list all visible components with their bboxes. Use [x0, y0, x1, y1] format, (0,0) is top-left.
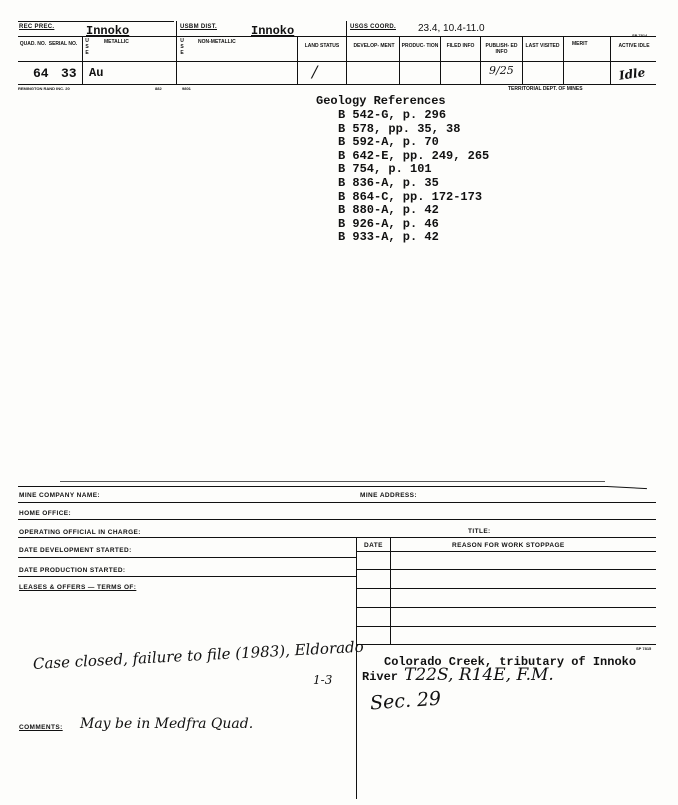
header-grid-top: [18, 36, 656, 37]
form-rule: [18, 537, 656, 538]
comments-label: COMMENTS:: [19, 724, 63, 731]
dept-label: TERRITORIAL DEPT. OF MINES: [508, 86, 583, 92]
header-rule: [18, 21, 174, 22]
home-office-label: HOME OFFICE:: [19, 510, 72, 517]
col-published-info: PUBLISH- ED INFO: [485, 43, 518, 55]
active-idle-value: Idle: [618, 65, 647, 83]
usgs-coord-label: USGS COORD.: [350, 24, 396, 30]
usgs-coord-value: 23.4, 10.4-11.0: [418, 23, 485, 34]
geology-ref: B 836-A, p. 35: [338, 175, 439, 190]
geology-ref: B 880-A, p. 42: [338, 203, 439, 218]
grid-divider: [176, 21, 177, 84]
grid-divider: [82, 36, 83, 84]
form-rule: [356, 588, 656, 589]
form-rule: [356, 569, 656, 570]
reason-column-label: REASON FOR WORK STOPPAGE: [452, 542, 565, 549]
grid-divider: [297, 36, 298, 84]
form-rule: [18, 576, 356, 577]
form-rule: [356, 644, 656, 645]
form-rule: [356, 626, 656, 627]
form-rule: [356, 551, 656, 552]
geology-title: Geology References: [316, 94, 446, 108]
township-note: T22S, R14E, F.M.: [404, 665, 554, 685]
grid-divider: [610, 36, 611, 84]
published-info-value: 9/25: [489, 64, 514, 77]
col-quad-no: QUAD. NO.: [19, 41, 47, 47]
grid-divider: [440, 36, 441, 84]
grid-divider: [480, 36, 481, 84]
form-vertical-divider: [356, 537, 357, 799]
geology-ref-list: [338, 109, 489, 245]
serial-no-value: 33: [61, 66, 77, 81]
form-rule: [18, 486, 608, 487]
col-land-status: LAND STATUS: [304, 43, 340, 49]
form-rule: [18, 502, 656, 503]
code-1: 882: [155, 86, 162, 91]
col-use-metallic: U S E: [85, 38, 89, 56]
operating-official-label: OPERATING OFFICIAL IN CHARGE:: [19, 529, 141, 536]
header-grid-mid: [18, 61, 656, 62]
date-development-started-label: DATE DEVELOPMENT STARTED:: [19, 547, 132, 554]
metallic-value: Au: [89, 66, 104, 80]
case-note: Case closed, failure to file (1983), Eldorado: [32, 637, 365, 673]
usbm-dist-label: USBM DIST.: [180, 24, 218, 30]
geology-ref: B 578, pp. 35, 38: [338, 121, 461, 136]
grid-divider: [563, 36, 564, 84]
col-use-nonmetallic: U S E: [180, 38, 184, 56]
usbm-dist-value: Innoko: [251, 24, 295, 38]
rec-prec-value: Innoko: [86, 24, 130, 38]
col-development: DEVELOP- MENT: [353, 43, 395, 49]
location-line-2: River: [362, 670, 399, 684]
mine-address-label: MINE ADDRESS:: [360, 492, 417, 499]
col-filed-info: FILED INFO: [446, 43, 475, 49]
date-column-divider: [390, 537, 391, 644]
leases-offers-label: LEASES & OFFERS — TERMS OF:: [19, 584, 137, 591]
land-status-value: /: [312, 62, 318, 81]
section-note: Sec. 29: [369, 687, 442, 715]
geology-ref: B 933-A, p. 42: [338, 230, 439, 245]
geology-ref: B 592-A, p. 70: [338, 135, 439, 150]
grid-divider: [522, 36, 523, 84]
geology-ref: B 926-A, p. 46: [338, 216, 439, 231]
geology-ref: B 642-E, pp. 249, 265: [338, 148, 490, 163]
geology-ref: B 754, p. 101: [338, 162, 432, 177]
quad-no-value: 64: [33, 66, 49, 81]
faint-rule: [60, 481, 605, 482]
geology-ref: B 542-G, p. 296: [338, 108, 447, 122]
form-rule: [356, 607, 656, 608]
geology-ref: B 864-C, pp. 172-173: [338, 189, 483, 204]
col-production: PRODUC- TION: [401, 43, 439, 49]
col-metallic: METALLIC: [104, 39, 129, 45]
col-serial-no: SERIAL NO.: [48, 41, 78, 47]
header-grid-bottom: [18, 84, 656, 85]
case-note-sub: 1-3: [313, 673, 333, 687]
location-line-1: Colorado Creek, tributary of Innoko: [384, 655, 637, 669]
col-active-idle: ACTIVE IDLE: [618, 43, 650, 49]
comments-value: May be in Medfra Quad.: [80, 716, 254, 732]
date-production-started-label: DATE PRODUCTION STARTED:: [19, 567, 126, 574]
col-non-metallic: NON-METALLIC: [198, 39, 236, 45]
form-rule-tail: [607, 486, 647, 489]
grid-divider: [399, 36, 400, 84]
printer-mark: REMINGTON RAND INC. 20: [18, 86, 70, 91]
grid-divider: [346, 21, 347, 84]
date-column-label: DATE: [364, 542, 383, 549]
form-number: SP 7814: [632, 33, 648, 38]
mine-company-name-label: MINE COMPANY NAME:: [19, 492, 100, 499]
col-last-visited: LAST VISITED: [525, 43, 560, 49]
title-label: TITLE:: [468, 528, 491, 535]
rec-prec-label: REC PREC.: [19, 24, 55, 30]
col-merit: MERIT: [572, 41, 588, 47]
form-rule: [18, 519, 656, 520]
form-number-2: SP 7815: [636, 646, 652, 651]
form-rule: [18, 557, 356, 558]
code-2: 9801: [182, 86, 191, 91]
